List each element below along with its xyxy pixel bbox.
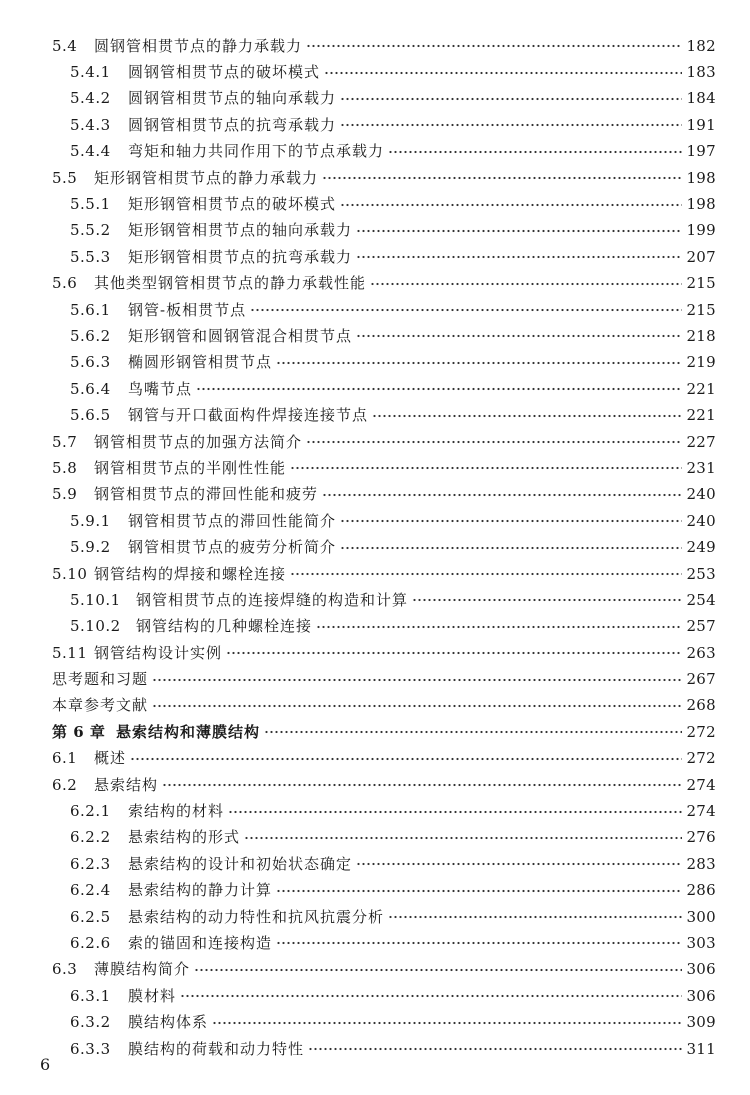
page-number: 6 xyxy=(40,1055,51,1074)
toc-entry-page: 286 xyxy=(686,881,716,900)
toc-entry-page: 249 xyxy=(686,538,716,557)
toc-entry-title: 本章参考文献 xyxy=(52,696,149,715)
toc-entry-number: 第 6 章 xyxy=(52,722,106,741)
toc-entry-page: 268 xyxy=(686,696,716,715)
toc-entry-page: 215 xyxy=(686,300,716,319)
toc-entry-number: 5.9 xyxy=(52,485,78,504)
toc-entry[interactable] xyxy=(0,455,750,481)
toc-entry[interactable] xyxy=(0,930,750,956)
toc-dot-leader xyxy=(388,912,682,922)
toc-dot-leader xyxy=(196,384,682,394)
toc-entry[interactable] xyxy=(0,86,750,112)
toc-entry-number: 5.9.2 xyxy=(70,538,111,557)
toc-entry-number: 5.5 xyxy=(52,168,78,187)
toc-entry[interactable] xyxy=(0,561,750,587)
toc-entry[interactable] xyxy=(0,191,750,217)
toc-entry-page: 182 xyxy=(686,36,716,55)
toc-entry-page: 309 xyxy=(686,1013,716,1032)
toc-entry-number: 5.7 xyxy=(52,432,78,451)
toc-entry-page: 267 xyxy=(686,670,716,689)
toc-dot-leader xyxy=(162,780,682,790)
toc-entry-title: 索的锚固和连接构造 xyxy=(128,933,273,952)
toc-dot-leader xyxy=(356,226,682,236)
toc-entry-title: 悬索结构的设计和初始状态确定 xyxy=(128,854,353,873)
toc-entry[interactable] xyxy=(0,508,750,534)
toc-entry-page: 272 xyxy=(686,722,716,741)
toc-entry-number: 5.6.5 xyxy=(70,406,111,425)
toc-dot-leader xyxy=(264,727,682,737)
toc-entry-page: 274 xyxy=(686,775,716,794)
toc-entry-title: 圆钢管相贯节点的静力承载力 xyxy=(94,36,303,55)
toc-entry[interactable] xyxy=(0,851,750,877)
toc-entry-number: 5.4.3 xyxy=(70,115,111,134)
toc-entry-page: 276 xyxy=(686,828,716,847)
toc-entry[interactable] xyxy=(0,746,750,772)
toc-entry-page: 306 xyxy=(686,960,716,979)
toc-entry-page: 306 xyxy=(686,986,716,1005)
toc-entry-title: 膜结构的荷载和动力特性 xyxy=(128,1039,305,1058)
toc-entry-page: 221 xyxy=(686,406,716,425)
toc-entry-page: 254 xyxy=(686,590,716,609)
toc-dot-leader xyxy=(340,94,682,104)
toc-entry[interactable] xyxy=(0,772,750,798)
toc-entry-number: 5.6 xyxy=(52,274,78,293)
toc-dot-leader xyxy=(372,411,682,421)
toc-entry-title: 索结构的材料 xyxy=(128,802,225,821)
toc-entry[interactable] xyxy=(0,798,750,824)
toc-dot-leader xyxy=(388,147,682,157)
toc-entry-number: 5.5.3 xyxy=(70,247,111,266)
toc-dot-leader xyxy=(370,279,682,289)
toc-dot-leader xyxy=(340,516,682,526)
toc-entry-title: 其他类型钢管相贯节点的静力承载性能 xyxy=(94,274,367,293)
toc-dot-leader xyxy=(152,675,682,685)
toc-entry-page: 219 xyxy=(686,353,716,372)
toc-entry-number: 6.3.2 xyxy=(70,1013,111,1032)
toc-entry-number: 6.2.6 xyxy=(70,933,111,952)
toc-entry-page: 221 xyxy=(686,379,716,398)
toc-entry-title: 钢管相贯节点的半刚性性能 xyxy=(94,458,287,477)
toc-dot-leader xyxy=(250,305,682,315)
toc-dot-leader xyxy=(308,1044,682,1054)
toc-entry-title: 悬索结构的形式 xyxy=(128,828,241,847)
toc-entry[interactable] xyxy=(0,614,750,640)
toc-dot-leader xyxy=(340,200,682,210)
toc-entry[interactable] xyxy=(0,482,750,508)
toc-entry-page: 231 xyxy=(686,458,716,477)
toc-dot-leader xyxy=(340,120,682,130)
toc-dot-leader xyxy=(356,859,682,869)
toc-entry-page: 198 xyxy=(686,168,716,187)
toc-dot-leader xyxy=(412,595,682,605)
toc-entry[interactable] xyxy=(0,693,750,719)
toc-entry-number: 5.6.2 xyxy=(70,326,111,345)
toc-entry-title: 钢管-板相贯节点 xyxy=(128,300,247,319)
toc-entry[interactable] xyxy=(0,904,750,930)
toc-entry-number: 5.4.1 xyxy=(70,63,111,82)
table-of-contents xyxy=(0,33,750,1062)
toc-dot-leader xyxy=(324,68,682,78)
toc-entry[interactable] xyxy=(0,957,750,983)
toc-entry[interactable] xyxy=(0,666,750,692)
toc-entry-number: 6.2.3 xyxy=(70,854,111,873)
toc-entry[interactable] xyxy=(0,112,750,138)
toc-entry-title: 矩形钢管相贯节点的轴向承载力 xyxy=(128,221,353,240)
toc-entry-title: 钢管相贯节点的加强方法简介 xyxy=(94,432,303,451)
toc-entry-number: 5.10.1 xyxy=(70,590,121,609)
toc-entry-title: 钢管相贯节点的滞回性能简介 xyxy=(128,511,337,530)
toc-entry-page: 215 xyxy=(686,274,716,293)
toc-entry[interactable] xyxy=(0,59,750,85)
toc-entry-title: 钢管结构的几种螺栓连接 xyxy=(136,617,313,636)
toc-entry-number: 6.3 xyxy=(52,960,78,979)
toc-entry-title: 圆钢管相贯节点的抗弯承载力 xyxy=(128,115,337,134)
toc-entry-page: 263 xyxy=(686,643,716,662)
toc-entry-page: 227 xyxy=(686,432,716,451)
toc-dot-leader xyxy=(130,754,682,764)
toc-entry-title: 概述 xyxy=(94,749,127,768)
toc-entry[interactable] xyxy=(0,1036,750,1062)
toc-entry-page: 240 xyxy=(686,485,716,504)
toc-dot-leader xyxy=(322,490,682,500)
toc-entry-title: 悬索结构和薄膜结构 xyxy=(116,722,261,741)
toc-entry-number: 6.2.1 xyxy=(70,802,111,821)
toc-entry[interactable] xyxy=(0,323,750,349)
toc-entry-title: 悬索结构的动力特性和抗风抗震分析 xyxy=(128,907,385,926)
toc-entry-number: 5.4.2 xyxy=(70,89,111,108)
toc-entry-page: 184 xyxy=(686,89,716,108)
toc-entry-number: 6.2 xyxy=(52,775,78,794)
toc-entry[interactable] xyxy=(0,271,750,297)
toc-dot-leader xyxy=(276,358,682,368)
toc-dot-leader xyxy=(322,173,682,183)
toc-entry[interactable] xyxy=(0,1009,750,1035)
toc-entry-title: 膜材料 xyxy=(128,986,177,1005)
toc-dot-leader xyxy=(180,991,682,1001)
toc-dot-leader xyxy=(290,569,682,579)
toc-entry-number: 5.11 xyxy=(52,643,88,662)
toc-dot-leader xyxy=(194,965,682,975)
toc-entry-title: 钢管与开口截面构件焊接连接节点 xyxy=(128,406,369,425)
toc-dot-leader xyxy=(226,648,682,658)
toc-entry-page: 240 xyxy=(686,511,716,530)
toc-entry-title: 思考题和习题 xyxy=(52,670,149,689)
toc-entry-page: 197 xyxy=(686,142,716,161)
toc-entry[interactable] xyxy=(0,534,750,560)
toc-entry[interactable] xyxy=(0,640,750,666)
toc-entry-title: 矩形钢管相贯节点的静力承载力 xyxy=(94,168,319,187)
toc-dot-leader xyxy=(306,41,682,51)
toc-entry-title: 钢管相贯节点的连接焊缝的构造和计算 xyxy=(136,590,409,609)
toc-entry-page: 303 xyxy=(686,933,716,952)
toc-entry[interactable] xyxy=(0,244,750,270)
toc-entry-title: 钢管相贯节点的滞回性能和疲劳 xyxy=(94,485,319,504)
toc-entry-title: 薄膜结构简介 xyxy=(94,960,191,979)
toc-entry-number: 5.10.2 xyxy=(70,617,121,636)
toc-entry-page: 272 xyxy=(686,749,716,768)
toc-entry-page: 311 xyxy=(686,1039,716,1058)
toc-entry[interactable] xyxy=(0,218,750,244)
toc-dot-leader xyxy=(228,807,682,817)
toc-entry-page: 207 xyxy=(686,247,716,266)
toc-entry-title: 钢管结构设计实例 xyxy=(94,643,223,662)
toc-entry-title: 圆钢管相贯节点的破坏模式 xyxy=(128,63,321,82)
toc-entry[interactable] xyxy=(0,587,750,613)
toc-entry-page: 198 xyxy=(686,195,716,214)
toc-entry[interactable] xyxy=(0,983,750,1009)
toc-entry-page: 274 xyxy=(686,802,716,821)
toc-entry[interactable] xyxy=(0,33,750,59)
toc-entry-number: 5.9.1 xyxy=(70,511,111,530)
toc-dot-leader xyxy=(152,701,682,711)
toc-dot-leader xyxy=(276,938,682,948)
toc-entry-page: 191 xyxy=(686,115,716,134)
toc-entry-number: 6.1 xyxy=(52,749,78,768)
toc-entry-number: 5.4.4 xyxy=(70,142,111,161)
toc-entry-title: 悬索结构 xyxy=(94,775,159,794)
toc-entry-title: 钢管相贯节点的疲劳分析简介 xyxy=(128,538,337,557)
toc-entry-page: 253 xyxy=(686,564,716,583)
toc-entry[interactable] xyxy=(0,402,750,428)
toc-entry-page: 283 xyxy=(686,854,716,873)
toc-entry-title: 鸟嘴节点 xyxy=(128,379,193,398)
toc-entry-title: 悬索结构的静力计算 xyxy=(128,881,273,900)
toc-entry-number: 5.6.1 xyxy=(70,300,111,319)
toc-entry-title: 弯矩和轴力共同作用下的节点承载力 xyxy=(128,142,385,161)
toc-entry-number: 6.2.2 xyxy=(70,828,111,847)
toc-entry[interactable] xyxy=(0,825,750,851)
toc-dot-leader xyxy=(276,886,682,896)
toc-entry[interactable] xyxy=(0,429,750,455)
toc-dot-leader xyxy=(244,833,682,843)
toc-entry-number: 5.5.2 xyxy=(70,221,111,240)
toc-entry-number: 6.3.3 xyxy=(70,1039,111,1058)
toc-entry-number: 5.6.3 xyxy=(70,353,111,372)
toc-dot-leader xyxy=(356,331,682,341)
toc-entry-title: 矩形钢管相贯节点的抗弯承载力 xyxy=(128,247,353,266)
toc-entry[interactable] xyxy=(0,878,750,904)
toc-entry-title: 矩形钢管相贯节点的破坏模式 xyxy=(128,195,337,214)
toc-entry-title: 矩形钢管和圆钢管混合相贯节点 xyxy=(128,326,353,345)
toc-entry-number: 5.10 xyxy=(52,564,88,583)
toc-entry-number: 6.3.1 xyxy=(70,986,111,1005)
toc-entry-title: 椭圆形钢管相贯节点 xyxy=(128,353,273,372)
toc-entry-title: 钢管结构的焊接和螺栓连接 xyxy=(94,564,287,583)
toc-entry-page: 218 xyxy=(686,326,716,345)
toc-entry-page: 199 xyxy=(686,221,716,240)
toc-chapter-entry[interactable] xyxy=(0,719,750,745)
toc-dot-leader xyxy=(212,1018,682,1028)
toc-entry-title: 圆钢管相贯节点的轴向承载力 xyxy=(128,89,337,108)
toc-entry[interactable] xyxy=(0,376,750,402)
toc-dot-leader xyxy=(356,252,682,262)
toc-entry-number: 5.8 xyxy=(52,458,78,477)
toc-entry-page: 257 xyxy=(686,617,716,636)
toc-entry-title: 膜结构体系 xyxy=(128,1013,209,1032)
toc-dot-leader xyxy=(340,543,682,553)
toc-entry[interactable] xyxy=(0,350,750,376)
toc-entry[interactable] xyxy=(0,297,750,323)
toc-entry[interactable] xyxy=(0,139,750,165)
toc-entry-number: 6.2.4 xyxy=(70,881,111,900)
toc-entry-number: 5.6.4 xyxy=(70,379,111,398)
toc-dot-leader xyxy=(306,437,682,447)
toc-entry-page: 300 xyxy=(686,907,716,926)
toc-dot-leader xyxy=(290,463,682,473)
toc-entry-number: 5.5.1 xyxy=(70,195,111,214)
toc-entry-number: 5.4 xyxy=(52,36,78,55)
toc-entry-number: 6.2.5 xyxy=(70,907,111,926)
toc-entry-page: 183 xyxy=(686,63,716,82)
toc-dot-leader xyxy=(316,622,682,632)
toc-entry[interactable] xyxy=(0,165,750,191)
